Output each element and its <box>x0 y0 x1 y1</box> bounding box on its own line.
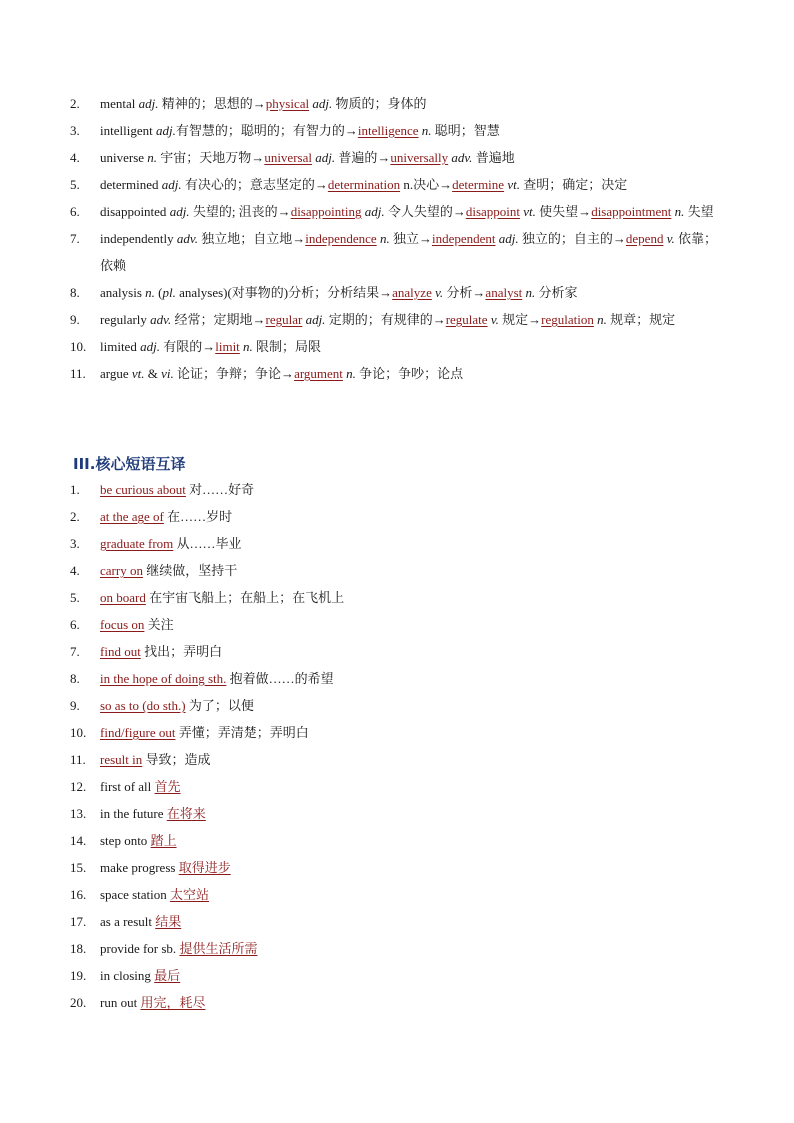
part-of-speech: adj. <box>305 312 326 327</box>
item-number: 5. <box>70 590 80 605</box>
answer-text: find/figure out <box>100 725 176 740</box>
phrase-item <box>0 962 794 989</box>
item-number: 14. <box>70 833 87 848</box>
text-segment: 规章；规定 <box>606 312 676 327</box>
answer-text: disappointment <box>591 204 672 219</box>
text-segment: 关注 <box>144 617 174 632</box>
part-of-speech: adj. <box>161 177 182 192</box>
part-of-speech: n. <box>674 204 685 219</box>
item-number: 11. <box>70 366 86 381</box>
item-number: 8. <box>70 285 80 300</box>
part-of-speech: n. <box>379 231 390 246</box>
item-text <box>100 503 725 530</box>
item-number: 6. <box>70 204 80 219</box>
text-segment: 独立地；自立地→ <box>197 231 306 246</box>
item-number: 10. <box>70 339 87 354</box>
text-segment: in the future <box>100 806 167 821</box>
item-number: 2. <box>70 509 80 524</box>
part-of-speech: n. <box>421 123 432 138</box>
phrase-item <box>0 746 794 773</box>
answer-text: 结果 <box>155 914 182 929</box>
part-of-speech: n. <box>243 339 253 354</box>
item-number: 20. <box>70 995 87 1010</box>
text-segment: regularly <box>100 312 151 327</box>
item-number: 10. <box>70 725 87 740</box>
item-number: 9. <box>70 312 80 327</box>
text-segment: 抱着做……的希望 <box>226 671 334 686</box>
phrase-item <box>0 881 794 908</box>
answer-text: 太空站 <box>170 887 210 902</box>
item-text <box>100 611 725 638</box>
answer-text: 首先 <box>154 779 181 794</box>
part-of-speech: n. <box>525 285 536 300</box>
word-item <box>0 144 794 171</box>
item-text <box>100 90 725 117</box>
text-segment: 有限的→ <box>159 339 216 354</box>
text-segment: 继续做，坚持干 <box>142 563 238 578</box>
part-of-speech: n. <box>597 312 607 327</box>
item-number: 3. <box>70 123 80 138</box>
phrase-item <box>0 530 794 557</box>
phrase-item <box>0 665 794 692</box>
text-segment: n.决心→ <box>400 177 453 192</box>
phrase-item <box>0 989 794 1016</box>
answer-text: argument <box>294 366 343 381</box>
text-segment: run out <box>100 995 141 1010</box>
answer-text: regulation <box>541 312 594 327</box>
text-segment: intelligent <box>100 123 156 138</box>
answer-text: depend <box>625 231 664 246</box>
answer-text: determine <box>452 177 505 192</box>
item-text <box>100 935 725 962</box>
part-of-speech: v. <box>490 312 499 327</box>
item-text <box>100 360 725 387</box>
text-segment: space station <box>100 887 171 902</box>
text-segment: 经常；定期地→ <box>171 312 266 327</box>
item-text <box>100 908 725 935</box>
item-number: 19. <box>70 968 87 983</box>
answer-text: universal <box>264 150 312 165</box>
word-item <box>0 225 794 279</box>
answer-text: graduate from <box>100 536 174 551</box>
item-text <box>100 476 725 503</box>
text-segment: independently <box>100 231 177 246</box>
part-of-speech: vi. <box>161 366 174 381</box>
item-text <box>100 665 725 692</box>
item-number: 18. <box>70 941 87 956</box>
item-number: 5. <box>70 177 80 192</box>
phrase-item <box>0 476 794 503</box>
item-text <box>100 279 725 306</box>
part-of-speech: n. <box>145 285 155 300</box>
word-item <box>0 117 794 144</box>
answer-text: analyst <box>485 285 523 300</box>
answer-text: carry on <box>100 563 143 578</box>
text-segment: 聪明；智慧 <box>431 123 500 138</box>
text-segment: 争论；争吵；论点 <box>355 366 464 381</box>
item-text <box>100 171 725 198</box>
answer-text: 在将来 <box>166 806 206 821</box>
text-segment: step onto <box>100 833 151 848</box>
answer-text: disappointing <box>290 204 362 219</box>
answer-text: in the hope of doing sth. <box>100 671 227 686</box>
text-segment: 使失望→ <box>535 204 592 219</box>
item-number: 4. <box>70 563 80 578</box>
text-segment: 对……好奇 <box>185 482 255 497</box>
text-segment: 在宇宙飞船上；在船上；在飞机上 <box>145 590 345 605</box>
part-of-speech: vt. <box>507 177 520 192</box>
text-segment: 导致；造成 <box>142 752 211 767</box>
part-of-speech: n. <box>147 150 158 165</box>
answer-text: 取得进步 <box>178 860 231 875</box>
answer-text: limit <box>215 339 240 354</box>
part-of-speech: adj. <box>315 150 336 165</box>
phrase-item <box>0 935 794 962</box>
phrase-item <box>0 773 794 800</box>
phrase-item <box>0 584 794 611</box>
text-segment: 论证；争辩；争论→ <box>173 366 295 381</box>
answer-text: 用完，耗尽 <box>140 995 206 1010</box>
answer-text: 最后 <box>154 968 181 983</box>
item-number: 7. <box>70 231 80 246</box>
item-text <box>100 989 725 1016</box>
word-item <box>0 198 794 225</box>
answer-text: find out <box>100 644 141 659</box>
part-of-speech: adj. <box>169 204 190 219</box>
item-number: 12. <box>70 779 87 794</box>
text-segment: ( <box>154 285 163 300</box>
text-segment: mental <box>100 96 139 111</box>
item-text <box>100 773 725 800</box>
answer-text: intelligence <box>357 123 419 138</box>
text-segment: 有决心的；意志坚定的→ <box>181 177 328 192</box>
part-of-speech: adj. <box>364 204 385 219</box>
text-segment: 分析家 <box>535 285 578 300</box>
item-text <box>100 557 725 584</box>
answer-text: physical <box>265 96 310 111</box>
part-of-speech: v. <box>666 231 675 246</box>
item-text <box>100 198 725 225</box>
text-segment: 普遍地 <box>472 150 515 165</box>
item-text <box>100 225 725 279</box>
phrase-item <box>0 908 794 935</box>
text-segment: & <box>144 366 162 381</box>
part-of-speech: adj. <box>138 96 159 111</box>
item-number: 3. <box>70 536 80 551</box>
item-text <box>100 827 725 854</box>
text-segment: limited <box>100 339 141 354</box>
word-item <box>0 360 794 387</box>
text-segment: 分析→ <box>443 285 486 300</box>
word-item <box>0 306 794 333</box>
part-of-speech: adj. <box>140 339 160 354</box>
text-segment: 独立的；自主的→ <box>518 231 626 246</box>
text-segment: 宇宙；天地万物→ <box>157 150 265 165</box>
item-number: 1. <box>70 482 80 497</box>
part-of-speech: adj. <box>155 123 176 138</box>
text-segment: provide for sb. <box>100 941 180 956</box>
part-of-speech: v. <box>435 285 444 300</box>
phrase-item <box>0 827 794 854</box>
text-segment: analyses)(对事物的)分析；分析结果→ <box>175 285 393 300</box>
text-segment: 规定→ <box>498 312 542 327</box>
section-heading: III.核心短语互译 <box>73 455 186 473</box>
item-text <box>100 746 725 773</box>
item-number: 7. <box>70 644 80 659</box>
text-segment: 物质的；身体的 <box>332 96 427 111</box>
item-text <box>100 584 725 611</box>
part-of-speech: adj. <box>498 231 519 246</box>
answer-text: analyze <box>392 285 432 300</box>
item-text <box>100 638 725 665</box>
text-segment: 依靠；依赖 <box>100 231 718 273</box>
item-text <box>100 117 725 144</box>
part-of-speech: adv. <box>451 150 473 165</box>
answer-text: on board <box>100 590 146 605</box>
item-number: 15. <box>70 860 87 875</box>
phrase-item <box>0 854 794 881</box>
answer-text: at the age of <box>100 509 164 524</box>
answer-text: 踏上 <box>150 833 177 848</box>
item-text <box>100 692 725 719</box>
phrase-item <box>0 503 794 530</box>
answer-text: focus on <box>100 617 145 632</box>
text-segment: as a result <box>100 914 156 929</box>
item-text <box>100 144 725 171</box>
answer-text: determination <box>327 177 401 192</box>
text-segment: 失望 <box>684 204 714 219</box>
item-text <box>100 719 725 746</box>
item-text <box>100 881 725 908</box>
text-segment: 独立→ <box>389 231 432 246</box>
part-of-speech: adv. <box>150 312 172 327</box>
text-segment: 失望的; 沮丧的→ <box>189 204 291 219</box>
text-segment: analysis <box>100 285 146 300</box>
text-segment: 定期的；有规律的→ <box>325 312 446 327</box>
text-segment: 查明；确定；决定 <box>519 177 628 192</box>
phrase-item <box>0 611 794 638</box>
text-segment: 有智慧的；聪明的；有智力的→ <box>175 123 358 138</box>
text-segment: 找出；弄明白 <box>140 644 223 659</box>
text-segment: universe <box>100 150 148 165</box>
answer-text: disappoint <box>465 204 521 219</box>
part-of-speech: vt. <box>131 366 145 381</box>
text-segment: 普遍的→ <box>335 150 391 165</box>
item-text <box>100 854 725 881</box>
answer-text: independence <box>305 231 377 246</box>
word-item <box>0 90 794 117</box>
answer-text: regular <box>265 312 303 327</box>
phrase-item <box>0 692 794 719</box>
item-number: 4. <box>70 150 80 165</box>
text-segment: 在……岁时 <box>163 509 233 524</box>
answer-text: result in <box>100 752 143 767</box>
phrase-item <box>0 800 794 827</box>
text-segment: make progress <box>100 860 179 875</box>
answer-text: regulate <box>445 312 488 327</box>
part-of-speech: n. <box>346 366 356 381</box>
part-of-speech: adv. <box>176 231 198 246</box>
answer-text: 提供生活所需 <box>179 941 258 956</box>
item-number: 16. <box>70 887 87 902</box>
item-number: 13. <box>70 806 87 821</box>
word-item <box>0 171 794 198</box>
text-segment: 精神的；思想的→ <box>158 96 266 111</box>
item-number: 6. <box>70 617 80 632</box>
item-text <box>100 306 725 333</box>
phrase-item <box>0 719 794 746</box>
phrase-item <box>0 557 794 584</box>
text-segment: argue <box>100 366 132 381</box>
word-item <box>0 279 794 306</box>
text-segment: in closing <box>100 968 155 983</box>
item-number: 8. <box>70 671 80 686</box>
text-segment: disappointed <box>100 204 170 219</box>
phrase-item <box>0 638 794 665</box>
text-segment: 从……毕业 <box>173 536 242 551</box>
text-segment: 为了；以便 <box>185 698 254 713</box>
item-text <box>100 962 725 989</box>
answer-text: so as to (do sth.) <box>100 698 186 713</box>
item-text <box>100 800 725 827</box>
phrase-list <box>0 476 794 1016</box>
part-of-speech: pl. <box>162 285 176 300</box>
text-segment: 弄懂；弄清楚；弄明白 <box>175 725 309 740</box>
answer-text: independent <box>431 231 496 246</box>
item-text <box>100 530 725 557</box>
item-number: 11. <box>70 752 86 767</box>
item-number: 2. <box>70 96 80 111</box>
answer-text: be curious about <box>100 482 186 497</box>
word-item <box>0 333 794 360</box>
item-number: 9. <box>70 698 80 713</box>
text-segment: determined <box>100 177 162 192</box>
part-of-speech: adj. <box>312 96 333 111</box>
text-segment: 令人失望的→ <box>384 204 466 219</box>
part-of-speech: vt. <box>523 204 536 219</box>
answer-text: universally <box>390 150 449 165</box>
text-segment: 限制；局限 <box>252 339 322 354</box>
item-number: 17. <box>70 914 87 929</box>
text-segment: first of all <box>100 779 155 794</box>
word-forms-list <box>0 90 794 387</box>
item-text <box>100 333 725 360</box>
